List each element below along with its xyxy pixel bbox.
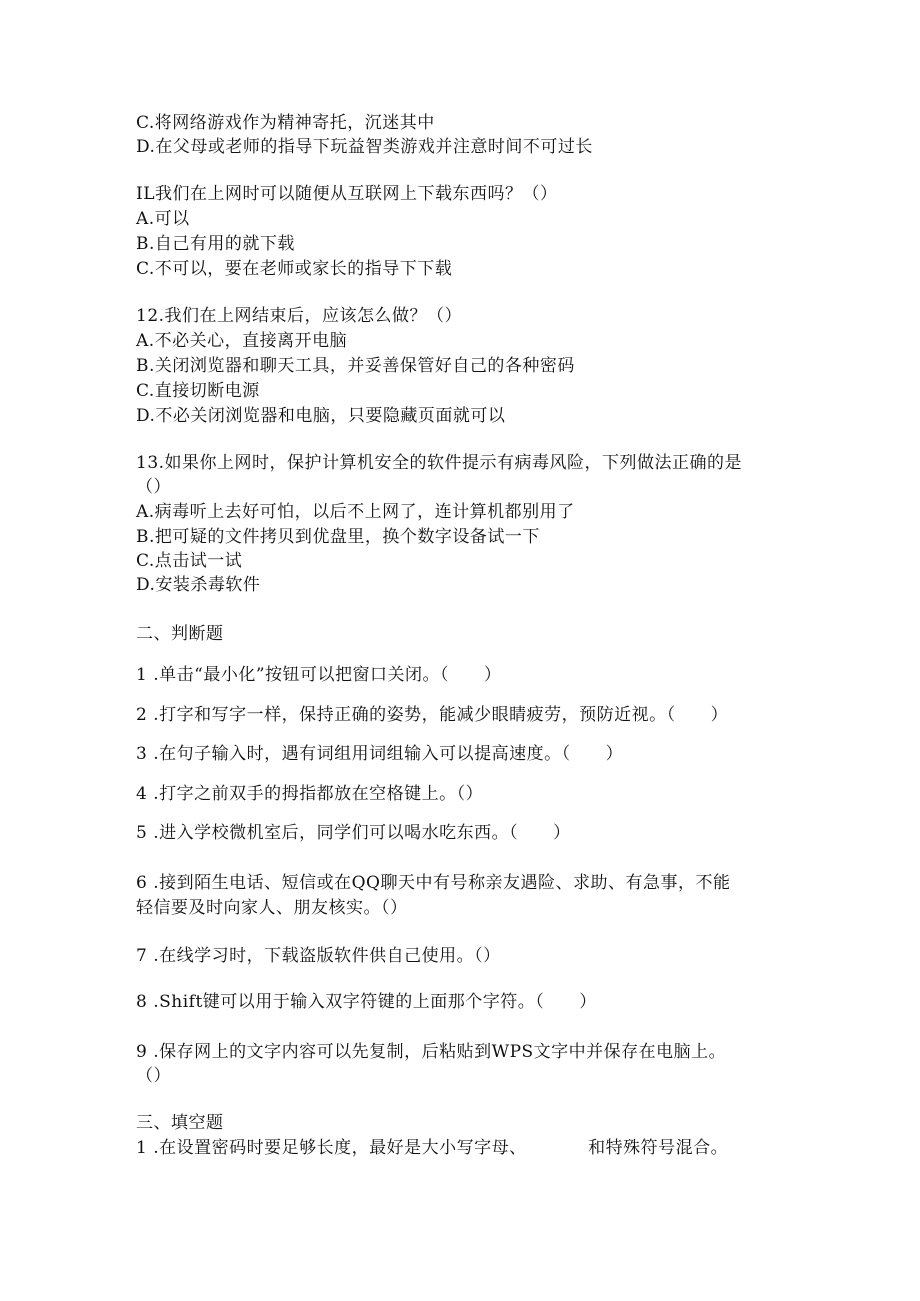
q12-option-d: D.不必关闭浏览器和电脑，只要隐藏页面就可以 <box>136 406 506 426</box>
true-false-item-3: 3 .在句子输入时，遇有词组用词组输入可以提高速度。（ ） <box>136 744 624 764</box>
true-false-item-2: 2 .打字和写字一样，保持正确的姿势，能减少眼睛疲劳，预防近视。（ ） <box>136 705 729 725</box>
q12-stem: 12.我们在上网结束后，应该怎么做？（） <box>136 306 463 326</box>
q12-option-c: C.直接切断电源 <box>136 381 260 401</box>
q11-option-b: B.自己有用的就下载 <box>136 234 295 254</box>
q11-option-a: A.可以 <box>136 209 190 229</box>
true-false-item-5: 5 .进入学校微机室后，同学们可以喝水吃东西。（ ） <box>136 823 571 843</box>
section3-heading: 三、填空题 <box>136 1113 224 1133</box>
q13-option-b: B.把可疑的文件拷贝到优盘里，换个数字设备试一下 <box>136 527 540 547</box>
section2-heading: 二、判断题 <box>136 624 224 644</box>
q12-option-b: B.关闭浏览器和聊天工具，并妥善保管好自己的各种密码 <box>136 356 575 376</box>
true-false-item-8: 8 .Shift键可以用于输入双字符键的上面那个字符。（ ） <box>136 992 597 1012</box>
q12-option-a: A.不必关心，直接离开电脑 <box>136 331 348 351</box>
q11-stem: IL我们在上网时可以随便从互联网上下载东西吗？（） <box>136 184 558 204</box>
q10-option-d: D.在父母或老师的指导下玩益智类游戏并注意时间不可过长 <box>136 137 593 157</box>
q13-option-c: C.点击试一试 <box>136 551 243 571</box>
q13-stem-line2: （） <box>136 477 171 497</box>
true-false-item-7: 7 .在线学习时，下载盗版软件供自己使用。（） <box>136 946 501 966</box>
q10-option-c: C.将网络游戏作为精神寄托，沉迷其中 <box>136 113 435 133</box>
fill-blank-item-1: 1 .在设置密码时要足够长度，最好是大小写字母、 和特殊符号混合。 <box>136 1138 729 1158</box>
q13-option-d: D.安装杀毒软件 <box>136 575 261 595</box>
true-false-item-9-line1: 9 .保存网上的文字内容可以先复制，后粘贴到WPS文字中并保存在电脑上。 <box>136 1042 727 1062</box>
q13-stem-line1: 13.如果你上网时，保护计算机安全的软件提示有病毒风险，下列做法正确的是 <box>136 453 743 473</box>
q11-option-c: C.不可以，要在老师或家长的指导下下载 <box>136 259 453 279</box>
q13-option-a: A.病毒听上去好可怕，以后不上网了，连计算机都别用了 <box>136 502 575 522</box>
true-false-item-9-line2: （） <box>136 1066 171 1086</box>
true-false-item-4: 4 .打字之前双手的拇指都放在空格键上。（） <box>136 784 484 804</box>
true-false-item-6-line1: 6 .接到陌生电话、短信或在QQ聊天中有号称亲友遇险、求助、有急事，不能 <box>136 873 731 893</box>
true-false-item-1: 1 .单击“最小化”按钮可以把窗口关闭。（ ） <box>136 665 502 685</box>
true-false-item-6-line2: 轻信要及时向家人、朋友核实。（） <box>136 898 408 918</box>
